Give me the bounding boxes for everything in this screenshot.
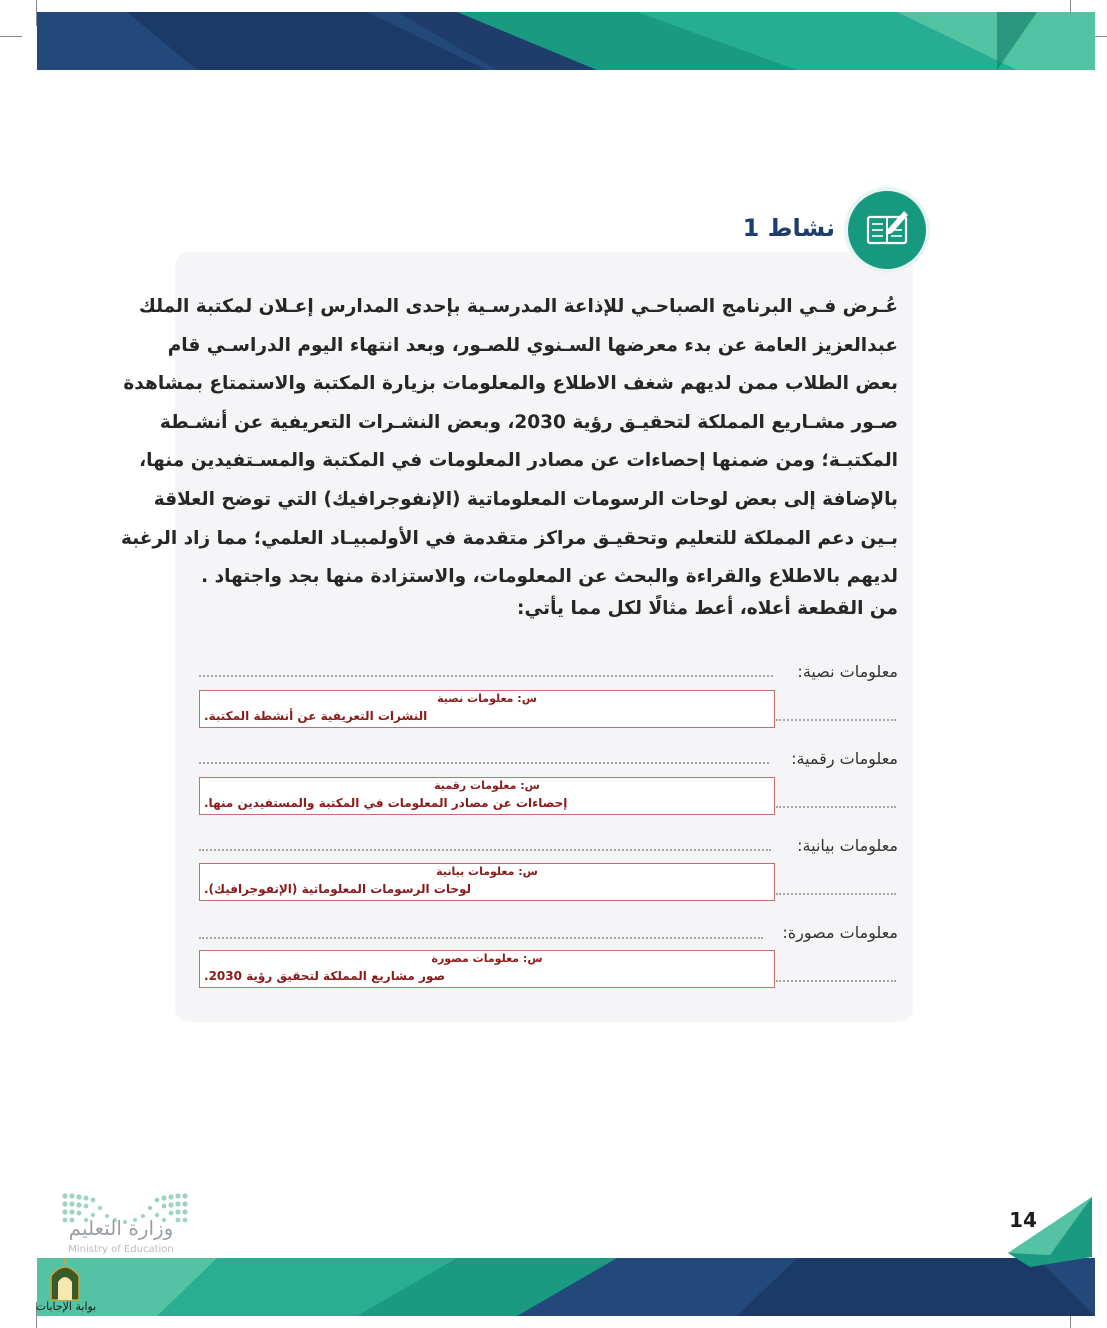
answer-text: لوحات الرسومات المعلوماتية (الإنفوجرافيك). <box>204 882 472 896</box>
dotted-line <box>776 980 896 982</box>
item-label-text: معلومات نصية: <box>797 662 898 681</box>
paragraph-line: لديهم بالاطلاع والقراءة والبحث عن المعلومات، والاستزادة منها بجد واجتهاد . <box>201 566 898 588</box>
item-label-image: معلومات مصورة: <box>782 923 898 942</box>
footer-band <box>37 1258 1095 1316</box>
paragraph-line: المكتبـة؛ ومن ضمنها إحصاءات عن مصادر المعلومات في المكتبة والمسـتفيدين منها، <box>139 450 898 472</box>
activity-badge <box>848 191 926 269</box>
watermark-text: بوابة الإجابات <box>35 1300 97 1313</box>
answer-text: صور مشاريع المملكة لتحقيق رؤية 2030. <box>204 969 446 983</box>
answer-text: إحصاءات عن مصادر المعلومات في المكتبة والمستفيدين منها. <box>204 796 568 810</box>
answer-text: النشرات التعريفية عن أنشطة المكتبة. <box>204 709 428 723</box>
ministry-name-en: Ministry of Education <box>68 1244 174 1255</box>
dotted-line <box>199 762 769 764</box>
answer-box[interactable] <box>199 690 775 728</box>
header-band <box>37 12 1095 70</box>
answer-question: س: معلومات مصورة <box>431 952 543 965</box>
answer-box[interactable] <box>199 863 775 901</box>
paragraph-line: بعض الطلاب ممن لديهم شغف الاطلاع والمعلومات بزيارة المكتبة والاستمتاع بمشاهدة <box>123 373 898 395</box>
ministry-name-ar: وزارة التعليم <box>68 1216 174 1240</box>
paragraph-line: عبدالعزيز العامة عن بدء معرضها السـنوي للصـور، وبعد انتهاء اليوم الدراسـي قام <box>167 334 898 356</box>
answer-question: س: معلومات بيانية <box>436 865 538 878</box>
dotted-line <box>199 849 771 851</box>
paragraph-line: عُـرض فـي البرنامج الصباحـي للإذاعة المدرسـية بإحدى المدارس إعـلان لمكتبة الملك <box>138 296 898 317</box>
dotted-line <box>199 675 773 677</box>
activity-title: نشاط 1 <box>742 214 835 242</box>
answer-question: س: معلومات رقمية <box>434 779 540 792</box>
answer-question: س: معلومات نصية <box>437 692 537 705</box>
paragraph-line: صـور مشـاريع المملكة لتحقيـق رؤية 2030، وبعض النشـرات التعريفية عن أنشـطة <box>159 411 898 433</box>
book-pen-icon <box>848 191 926 269</box>
paragraph-line: بـين دعم المملكة للتعليم وتحقيـق مراكز متقدمة في الأولمبيـاد العلمي؛ مما زاد الرغبة <box>121 527 898 549</box>
mosque-logo-icon <box>45 1256 85 1300</box>
crop-mark <box>0 36 22 37</box>
item-label-chart: معلومات بيانية: <box>797 836 898 855</box>
answer-box[interactable] <box>199 950 775 988</box>
dotted-line <box>776 719 896 721</box>
activity-paragraph <box>121 288 898 597</box>
dotted-line <box>776 806 896 808</box>
paragraph-line: بالإضافة إلى بعض لوحات الرسومات المعلوماتية (الإنفوجرافيك) التي توضح العلاقة <box>153 488 898 510</box>
item-label-number: معلومات رقمية: <box>791 749 898 768</box>
answer-box[interactable] <box>199 777 775 815</box>
dotted-line <box>776 893 896 895</box>
page-number: 14 <box>1009 1208 1037 1232</box>
activity-prompt: من القطعة أعلاه، أعط مثالًا لكل مما يأتي: <box>517 598 898 619</box>
dotted-line <box>199 937 763 939</box>
